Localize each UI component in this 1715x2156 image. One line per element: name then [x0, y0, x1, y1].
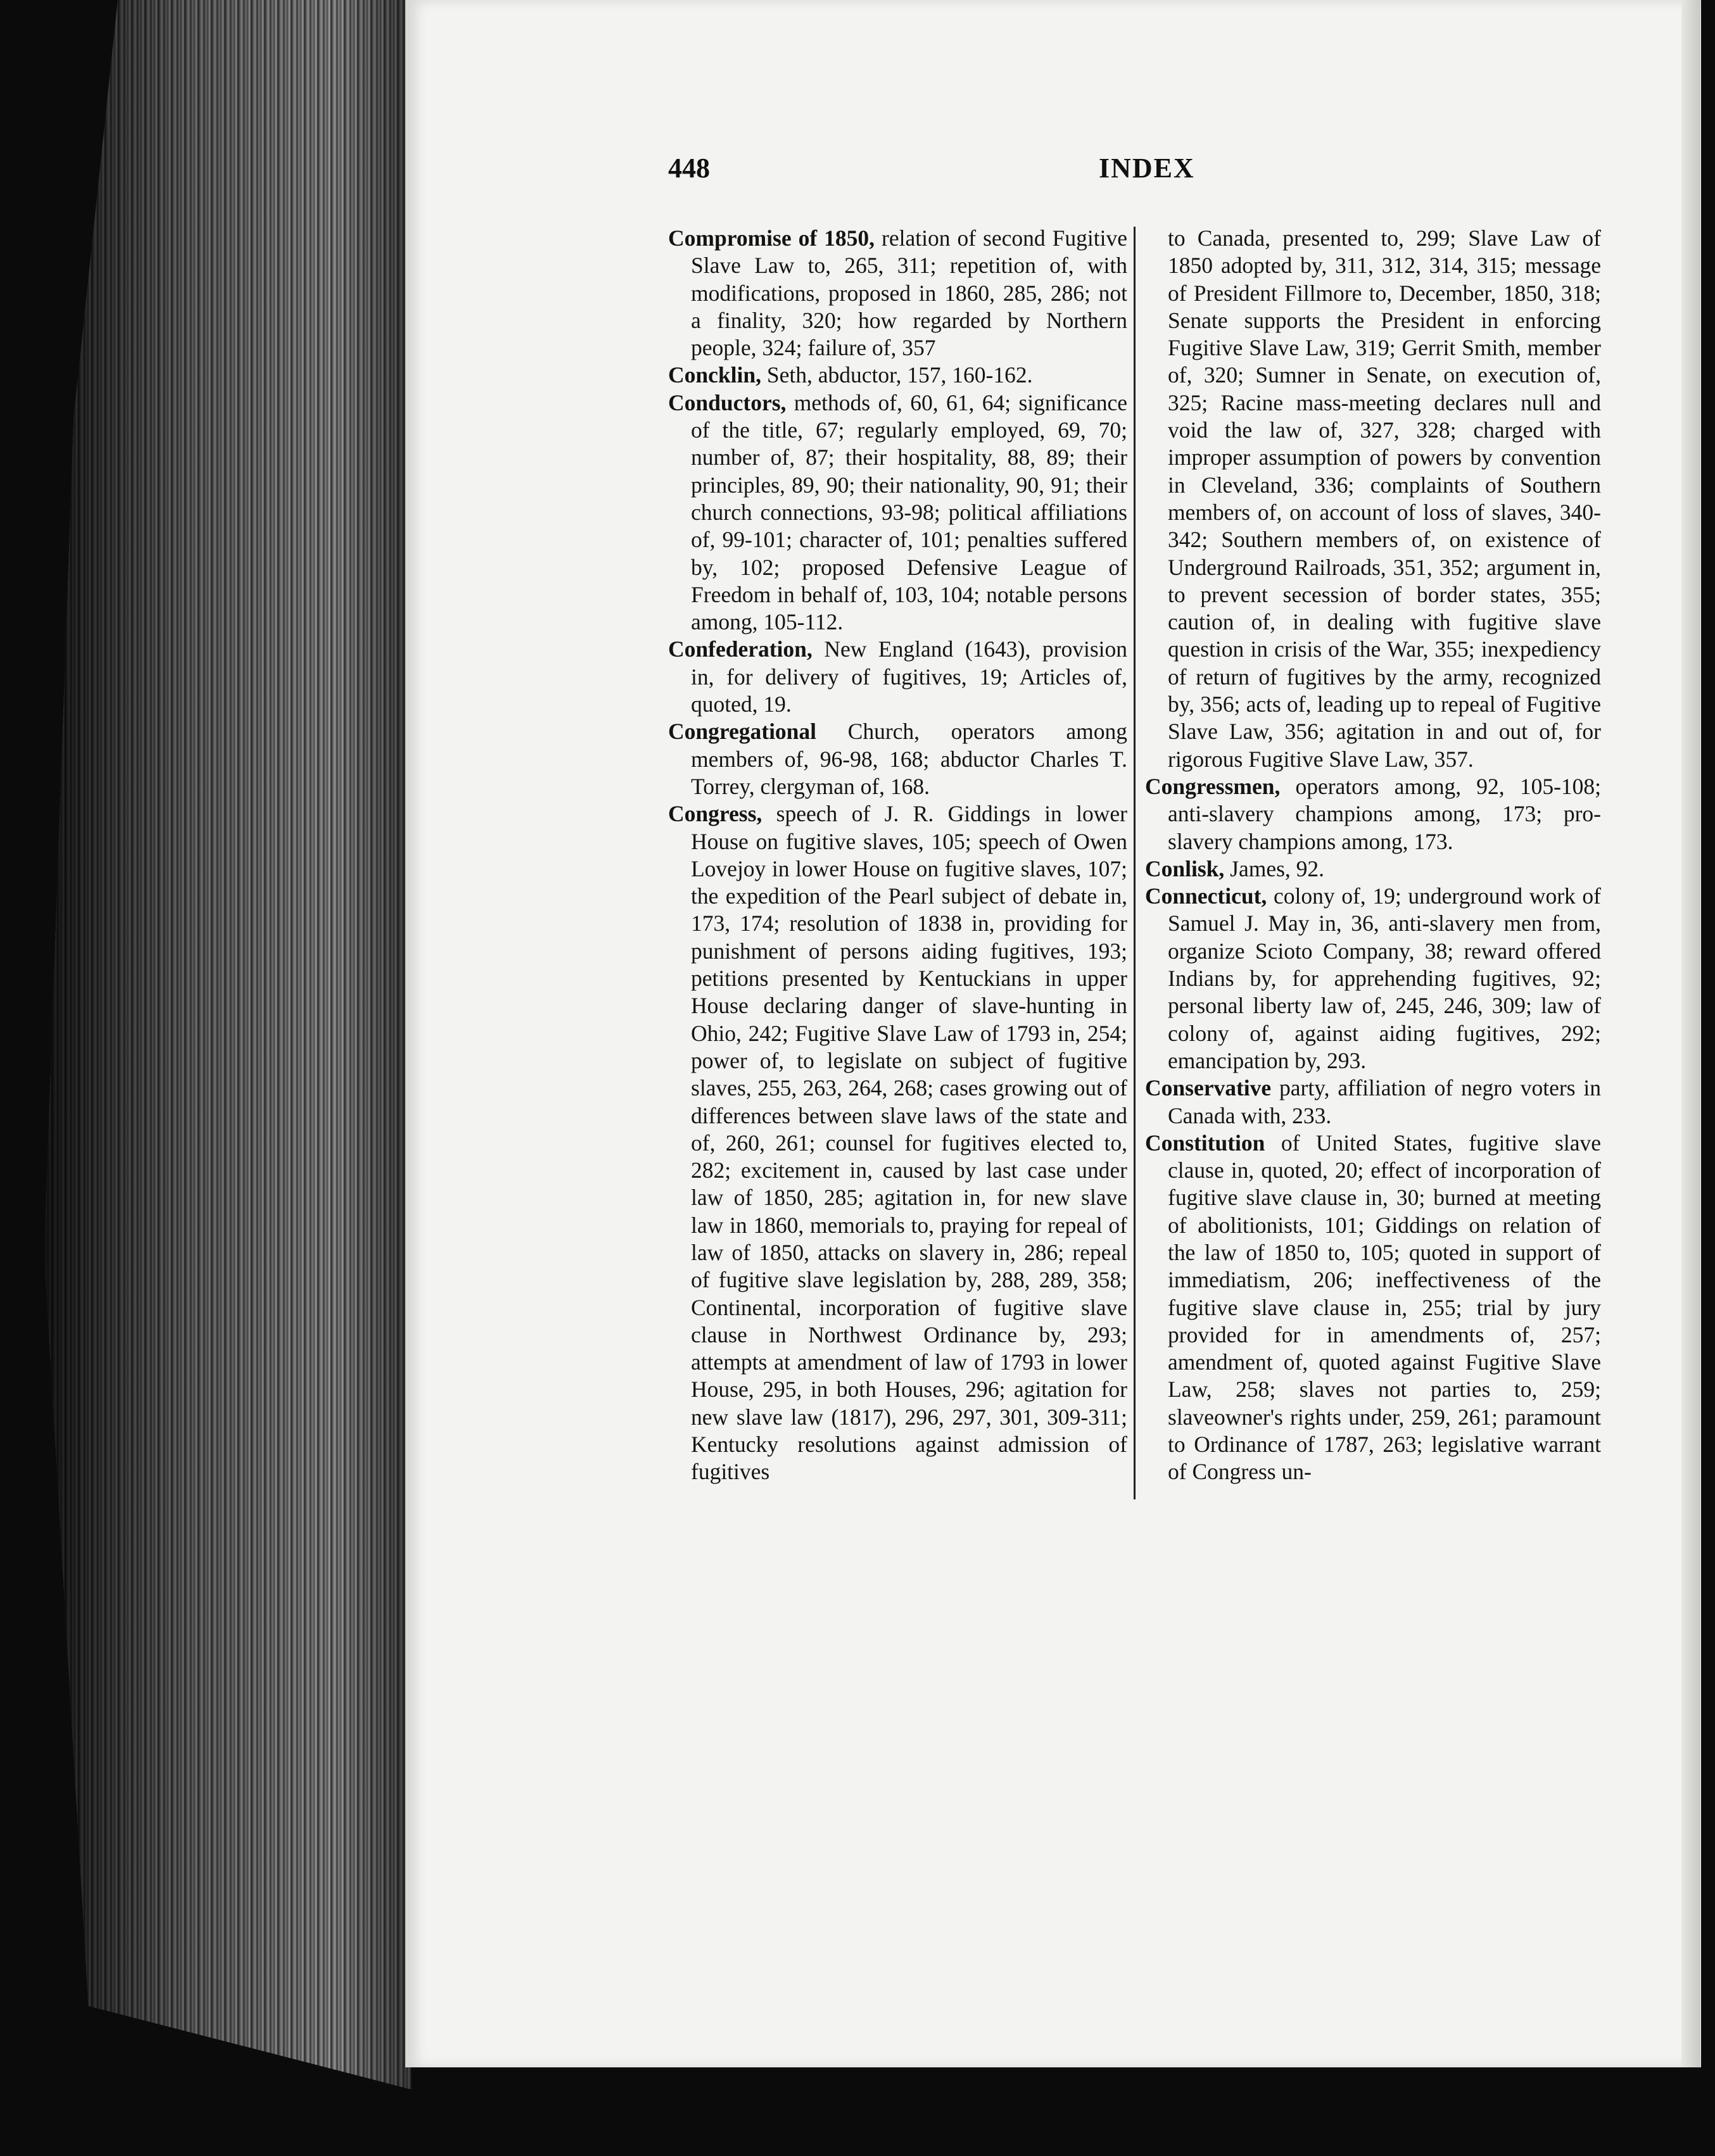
page-right-edge — [1681, 0, 1700, 2067]
index-entry — [668, 389, 1127, 636]
index-entry — [668, 362, 1127, 389]
entry-text: to Canada, presented to, 299; Slave Law of 1850 adopted by, 311, 312, 314, 315; message of President Fillmore to, December, 1850, 318; Senate supports the President in enforcing Fugitive Slave Law, 319; Gerrit Smith, member of, 320; Sumner in Senate, on execution of, 325; Racine mass-meeting declares null and void the law of, 327, 328; charged with improper assumption of powers by convention in Cleveland, 336; complaints of Southern members of, on account of loss of slaves, 340-342; Southern members of, on existence of Underground Railroads, 351, 352; argument in, to prevent secession of border states, 355; caution of, in dealing with fugitive slave question in crisis of the War, 355; inexpediency of return of fugitives by the army, recognized by, 356; acts of, leading up to repeal of Fugitive Slave Law, 356; agitation in and out of, for rigorous Fugitive Slave Law, 357. — [1168, 225, 1601, 772]
page-header-title: INDEX — [1099, 153, 1195, 184]
index-entry — [668, 636, 1127, 718]
entry-heading: Conductors, — [668, 389, 787, 415]
entry-text: of United States, fugitive slave clause in, quoted, 20; effect of incorporation of fugitive slave clause in, 30; burned at meeting of abolitionists, 101; Giddings on relation of the law of 1850 to, 105; quoted in support of immediatism, 206; ineffectiveness of the fugitive slave clause in, 255; trial by jury provided for in amendments of, 257; amendment of, quoted against Fugitive Slave Law, 258; slaves not parties to, 259; slaveowner's rights under, 259, 261; paramount to Ordinance of 1787, 263; legislative warrant of Congress un- — [1168, 1130, 1601, 1485]
index-entry — [668, 800, 1127, 1485]
index-entry — [668, 225, 1127, 362]
entry-heading: Conlisk, — [1145, 855, 1225, 881]
page-number: 448 — [668, 153, 710, 184]
index-entry — [1145, 773, 1601, 855]
entry-heading: Concklin, — [668, 362, 761, 388]
entry-text: relation of second Fugitive Slave Law to, 265, 311; repetition of, with modifications, proposed in 1860, 285, 286; not a finality, 320; how regarded by Northern people, 324; failure of, 357 — [691, 225, 1127, 361]
entry-text: colony of, 19; underground work of Samuel J. May in, 36, anti-slavery men from, organize Scioto Company, 38; reward offered Indians by, for apprehending fugitives, 92; personal liberty law of, 245, 246, 309; law of colony of, against aiding fugitives, 292; emancipation by, 293. — [1168, 883, 1601, 1073]
book-edge-shadow — [44, 0, 412, 2090]
running-head — [668, 152, 1194, 196]
entry-heading: Confederation, — [668, 636, 813, 662]
entry-text: Church, operators among members of, 96-98, 168; abductor Charles T. Torrey, clergyman of, 168. — [691, 719, 1127, 799]
entry-heading: Compromise of 1850, — [668, 225, 875, 251]
entry-text: Seth, abductor, 157, 160-162. — [761, 362, 1033, 388]
index-entry-continued — [1145, 225, 1601, 773]
index-entry — [1145, 883, 1601, 1075]
entry-text: James, 92. — [1224, 855, 1325, 881]
entry-text: New England (1643), provision in, for delivery of fugitives, 19; Articles of, quoted, 19. — [691, 636, 1127, 717]
entry-text: operators among, 92, 105-108; anti-slavery champions among, 173; pro-slavery champions among, 173. — [1168, 773, 1601, 854]
index-column-right — [1145, 225, 1601, 2156]
entry-heading: Congregational — [668, 719, 817, 745]
column-divider-rule — [1134, 227, 1136, 1499]
index-entry — [1145, 1130, 1601, 1486]
index-column-left — [668, 225, 1127, 2156]
entry-heading: Connecticut, — [1145, 883, 1267, 909]
index-entry — [1145, 855, 1601, 883]
entry-heading: Conservative — [1145, 1075, 1272, 1101]
index-entry — [1145, 1075, 1601, 1130]
entry-text: speech of J. R. Giddings in lower House on fugitive slaves, 105; speech of Owen Lovejoy in lower House on fugitive slaves, 107; the expedition of the Pearl subject of debate in, 173, 174; resolution of 1838 in, providing for punishment of persons aiding fugitives, 193; petitions presented by Kentuckians in upper House declaring danger of slave-hunting in Ohio, 242; Fugitive Slave Law of 1793 in, 254; power of, to legislate on subject of fugitive slaves, 255, 263, 264, 268; cases growing out of differences between slave laws of the state and of, 260, 261; counsel for fugitives elected to, 282; excitement in, caused by last case under law of 1850, 285; agitation in, for new slave law in 1860, memorials to, praying for repeal of law of 1850, attacks on slavery in, 286; repeal of fugitive slave legislation by, 288, 289, 358; Continental, incorporation of fugitive slave clause in Northwest Ordinance by, 293; attempts at amendment of law of 1793 in lower House, 295, in both Houses, 296; agitation for new slave law (1817), 296, 297, 301, 309-311; Kentucky resolutions against admission of fugitives — [691, 801, 1127, 1485]
entry-text: party, affiliation of negro voters in Canada with, 233. — [1168, 1075, 1601, 1128]
entry-heading: Congress, — [668, 801, 763, 827]
entry-text: methods of, 60, 61, 64; significance of the title, 67; regularly employed, 69, 70; number of, 87; their hospitality, 88, 89; their principles, 89, 90; their nationality, 90, 91; their church connections, 93-98; political affiliations of, 99-101; character of, 101; penalties suffered by, 102; proposed Defensive League of Freedom in behalf of, 103, 104; notable persons among, 105-112. — [691, 389, 1127, 635]
entry-heading: Constitution — [1145, 1130, 1265, 1156]
index-entry — [668, 718, 1127, 800]
entry-heading: Congressmen, — [1145, 773, 1281, 799]
